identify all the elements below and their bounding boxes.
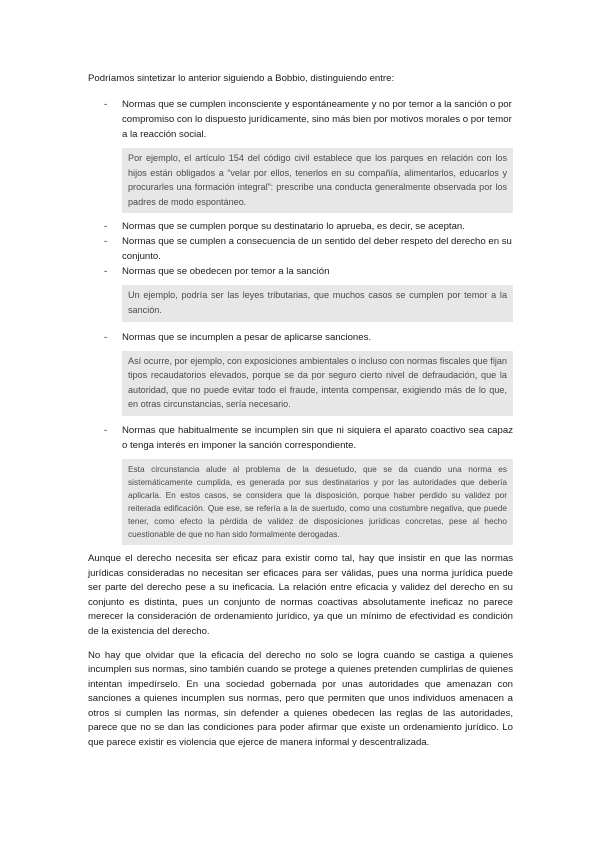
example-note: Por ejemplo, el artículo 154 del código civil establece que los parques en relación con los hijos están obligados a “velar por ellos, tenerlos en su compañía, alimentarlos, educarlos y procurarles una formación integral”: prescribe una conducta generalmente observada por los padres de modo espontáneo. <box>122 148 513 213</box>
list-item-text: Normas que se cumplen inconsciente y espontáneamente y no por temor a la sanción o por compromiso con lo dispuesto jurídicamente, sino más bien por motivos morales o por temor a la reacción social. <box>122 99 512 140</box>
example-note: Un ejemplo, podría ser las leyes tributarias, que muchos casos se cumplen por temor a la sanción. <box>122 285 513 321</box>
list-item <box>88 330 513 345</box>
list-item <box>88 97 513 142</box>
bullet-dash: - <box>104 424 108 436</box>
bullet-dash: - <box>104 266 108 278</box>
list-item <box>88 219 513 234</box>
list-item-text: Normas que se obedecen por temor a la sanción <box>122 266 330 278</box>
bullet-dash: - <box>104 221 108 233</box>
intro-paragraph: Podríamos sintetizar lo anterior siguiendo a Bobbio, distinguiendo entre: <box>88 73 395 84</box>
list-item <box>88 234 513 264</box>
example-note: Esta circunstancia alude al problema de la desuetudo, que se da cuando una norma es sistemáticamente cumplida, es generada por sus destinatarios y por las autoridades que debería aplicarla. En estos casos, se considera que la disposición, porque haber perdido su validez por reiterada edificación. Que ese, se refería a la de suertudo, como una costumbre negativa, que puede tener, como efecto la pérdida de validez de disposiciones jurídicas concretas, pese al hecho cuestionable de que no han sido formalmente derogadas. <box>122 459 513 545</box>
list-item-text: Normas que se cumplen porque su destinatario lo aprueba, es decir, se aceptan. <box>122 221 465 233</box>
bullet-dash: - <box>104 99 108 110</box>
list-item-text: Normas que se cumplen a consecuencia de un sentido del deber respeto del derecho en su conjunto. <box>122 236 512 263</box>
list-item <box>88 264 513 279</box>
list-item-text: Normas que habitualmente se incumplen sin que ni siquiera el aparato coactivo sea capaz o tenga interés en imponer la sanción correspondiente. <box>122 424 513 451</box>
example-note: Así ocurre, por ejemplo, con exposiciones ambientales o incluso con normas fiscales que fijan tipos recaudatorios elevados, porque se da por seguro cierto nivel de defraudación, que la autoridad, que no puede evitar todo el fraude, intenta compensar, exigiendo más de lo que, en otras circunstancias, sería necesario. <box>122 351 513 416</box>
body-paragraph: Aunque el derecho necesita ser eficaz para existir como tal, hay que insistir en que las normas jurídicas consideradas no necesitan ser eficaces para ser válidas, pues una norma jurídica puede ser parte del derecho pese a su ineficacia. La relación entre eficacia y validez del derecho en su conjunto es distinta, pues un conjunto de normas coactivas absolutamente ineficaz no parece merecer la consideración de ordenamiento jurídico, ya que un mínimo de efectividad es condición de la existencia del derecho. <box>88 552 513 637</box>
list-item <box>88 423 513 453</box>
list-item-text: Normas que se incumplen a pesar de aplicarse sanciones. <box>122 331 372 343</box>
body-paragraph: No hay que olvidar que la eficacia del derecho no solo se logra cuando se castiga a quienes incumplen sus normas, sino también cuando se protege a quienes pretenden cumplirlas de quienes intentan impedírselo. En una sociedad gobernada por unas autoridades que amenazan con sanciones a quienes incumplen sus normas, pero que permiten que unos individuos amenacen a otros si cumplen las normas, sin defender a quienes obedecen las reglas de las autoridades, parece que no se dan las condiciones para poder afirmar que existe un ordenamiento jurídico. Lo que parece existir es violencia que ejerce de manera informal y descentralizada. <box>88 649 513 749</box>
bullet-dash: - <box>104 236 108 248</box>
bullet-dash: - <box>104 331 108 343</box>
